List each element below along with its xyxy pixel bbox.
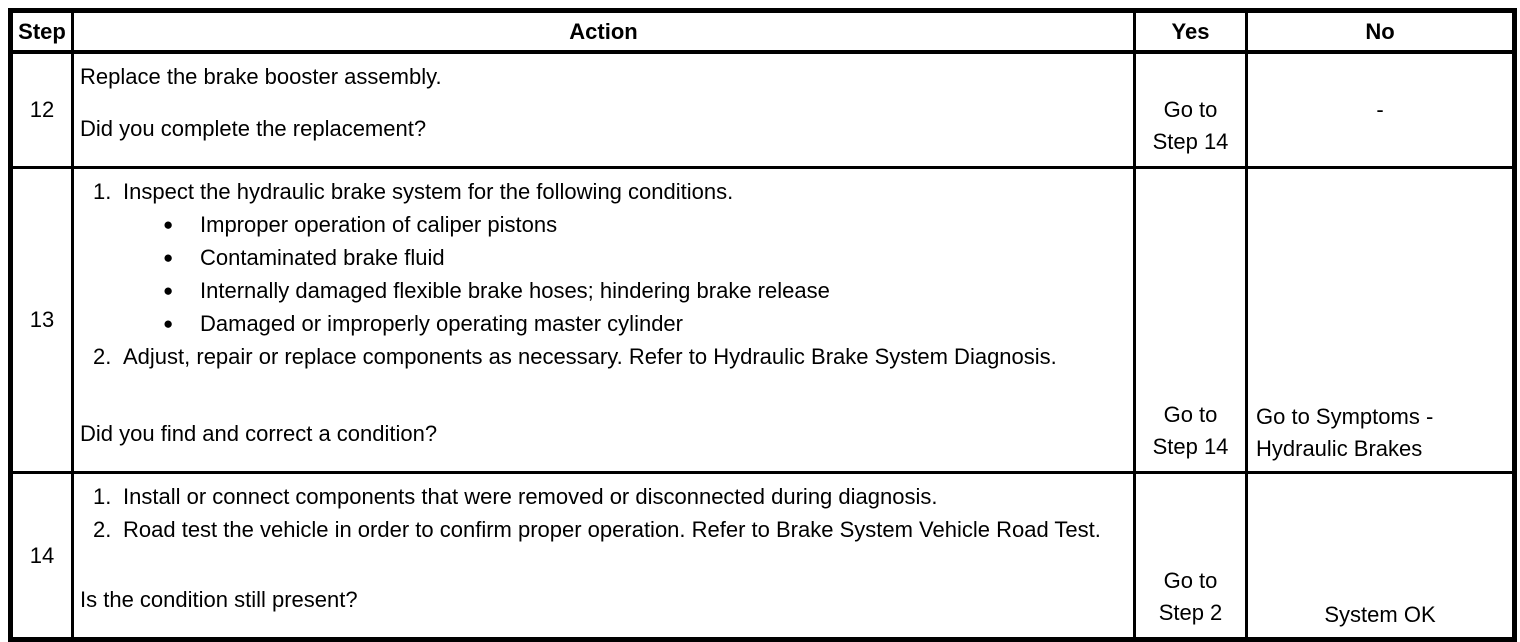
diagnostic-table bbox=[8, 8, 1517, 642]
bullet-text: Damaged or improperly operating master cylinder bbox=[200, 311, 683, 336]
no-value bbox=[1247, 168, 1515, 473]
question-text: Did you find and correct a condition? bbox=[80, 421, 438, 446]
numbered-item bbox=[93, 175, 1125, 208]
bullet-text: Contaminated brake fluid bbox=[200, 245, 445, 270]
bullet-item bbox=[163, 241, 1125, 274]
item-number: 2. bbox=[93, 344, 112, 369]
no-value-line: Hydraulic Brakes bbox=[1256, 436, 1423, 461]
no-value bbox=[1247, 473, 1515, 640]
no-value-line: System OK bbox=[1324, 602, 1436, 627]
yes-value-line: Go to bbox=[1163, 402, 1218, 427]
item-text: Adjust, repair or replace components as necessary. Refer to Hydraulic Brake System Diagnosis. bbox=[123, 344, 1057, 369]
action-intro-text: Replace the brake booster assembly. bbox=[80, 64, 442, 89]
item-number: 1. bbox=[93, 179, 112, 204]
yes-value-line: Step 2 bbox=[1158, 600, 1223, 625]
numbered-item bbox=[93, 340, 1125, 373]
header-row bbox=[11, 11, 1515, 53]
item-text: Inspect the hydraulic brake system for the following conditions. bbox=[123, 179, 734, 204]
no-value-line: - bbox=[1376, 97, 1384, 122]
step-number: 12 bbox=[11, 52, 73, 168]
bullet-text: Internally damaged flexible brake hoses; hindering brake release bbox=[200, 278, 830, 303]
table-row-step-12 bbox=[11, 52, 1515, 168]
numbered-item bbox=[93, 480, 1125, 513]
column-header-yes: Yes bbox=[1135, 11, 1247, 53]
no-value bbox=[1247, 52, 1515, 168]
bullet-item bbox=[163, 208, 1125, 241]
item-text: Install or connect components that were removed or disconnected during diagnosis. bbox=[123, 484, 938, 509]
numbered-item bbox=[93, 513, 1125, 546]
yes-value bbox=[1135, 52, 1247, 168]
diagnostic-table-container bbox=[8, 8, 1517, 642]
column-header-step: Step bbox=[11, 11, 73, 53]
column-header-no: No bbox=[1247, 11, 1515, 53]
item-number: 1. bbox=[93, 484, 112, 509]
question-text: Did you complete the replacement? bbox=[80, 116, 427, 141]
yes-value-line: Step 14 bbox=[1152, 434, 1229, 459]
bullet-item bbox=[163, 274, 1125, 307]
action-cell bbox=[73, 168, 1135, 473]
action-cell bbox=[73, 52, 1135, 168]
table-row-step-14 bbox=[11, 473, 1515, 640]
yes-value bbox=[1135, 168, 1247, 473]
bullet-icon: ● bbox=[163, 314, 174, 333]
column-header-action: Action bbox=[73, 11, 1135, 53]
bullet-icon: ● bbox=[163, 248, 174, 267]
no-value-line: Go to Symptoms - bbox=[1256, 404, 1434, 429]
bullet-icon: ● bbox=[163, 281, 174, 300]
yes-value bbox=[1135, 473, 1247, 640]
yes-value-line: Go to bbox=[1163, 568, 1218, 593]
yes-value-line: Go to bbox=[1163, 97, 1218, 122]
item-text: Road test the vehicle in order to confirm proper operation. Refer to Brake System Vehicle Road Test. bbox=[123, 517, 1101, 542]
step-number: 14 bbox=[11, 473, 73, 640]
table-row-step-13 bbox=[11, 168, 1515, 473]
yes-value-line: Step 14 bbox=[1152, 129, 1229, 154]
bullet-item bbox=[163, 307, 1125, 340]
question-text: Is the condition still present? bbox=[80, 587, 358, 612]
step-number: 13 bbox=[11, 168, 73, 473]
action-cell bbox=[73, 473, 1135, 640]
bullet-icon: ● bbox=[163, 215, 174, 234]
item-number: 2. bbox=[93, 517, 112, 542]
bullet-text: Improper operation of caliper pistons bbox=[200, 212, 558, 237]
